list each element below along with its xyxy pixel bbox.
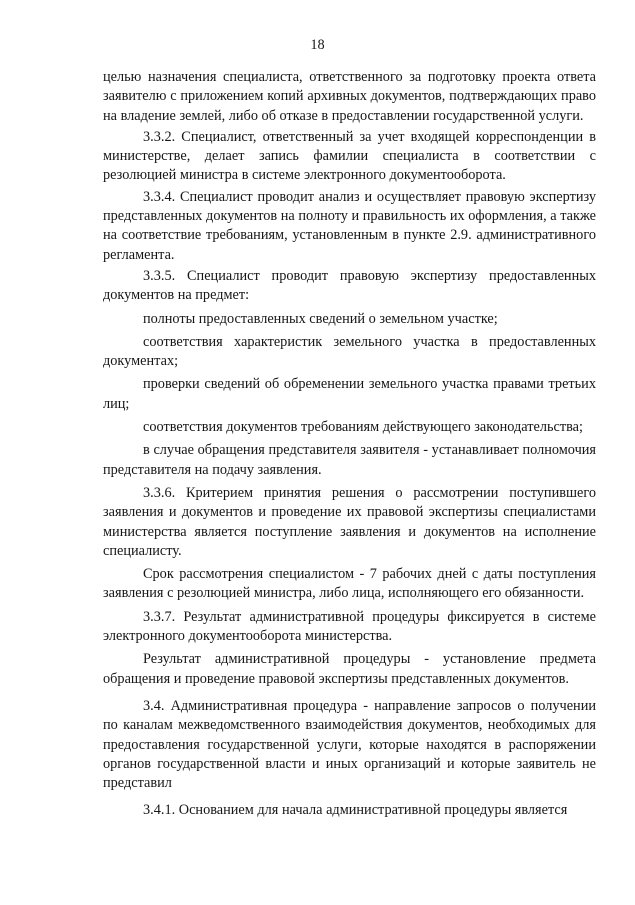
paragraph: 3.3.2. Специалист, ответственный за учет входящей корреспонденции в министерстве, делает запись фамилии специалиста в соответствии с резолюцией министра в системе электронного документооборота. [103, 128, 596, 184]
paragraph: 3.3.7. Результат административной процедуры фиксируется в системе электронного документооборота министерства. [103, 608, 596, 645]
list-item: соответствия характеристик земельного участка в предоставленных документах; [103, 333, 596, 370]
paragraph: целью назначения специалиста, ответственного за подготовку проекта ответа заявителю с приложением копий архивных документов, подтверждающих право на владение землей, либо об отказе в предоставлении государственной услуги. [103, 69, 596, 124]
paragraph: Срок рассмотрения специалистом - 7 рабочих дней с даты поступления заявления с резолюцией министра, либо лица, исполняющего его обязанности. [103, 566, 596, 602]
paragraph: 3.3.5. Специалист проводит правовую экспертизу предоставленных документов на предмет: [103, 267, 596, 304]
list-item: соответствия документов требованиям действующего законодательства; [143, 419, 583, 436]
list-item: полноты предоставленных сведений о земельном участке; [143, 310, 498, 327]
document-body [103, 68, 596, 821]
paragraph: 3.4.1. Основанием для начала административной процедуры является [143, 802, 568, 819]
list-item: проверки сведений об обременении земельного участка правами третьих лиц; [103, 376, 596, 412]
paragraph: Результат административной процедуры - установление предмета обращения и проведение правовой экспертизы представленных документов. [103, 651, 596, 687]
page-number: 18 [310, 37, 325, 53]
paragraph: 3.4. Административная процедура - направление запросов о получении по каналам межведомственного взаимодействия документов, необходимых для предоставления государственной услуги, которые находятся в распоряжении органов государственной власти и иных организаций и которые заявитель не представил [103, 697, 596, 792]
paragraph: 3.3.6. Критерием принятия решения о рассмотрении поступившего заявления и документов и проведение их правовой экспертизы специалистами министерства является поступление заявления и документов на исполнение специалисту. [103, 484, 596, 559]
list-item: в случае обращения представителя заявителя - устанавливает полномочия представителя на подачу заявления. [103, 442, 596, 478]
paragraph: 3.3.4. Специалист проводит анализ и осуществляет правовую экспертизу представленных документов на полноту и правильность их оформления, а также на соответствие требованиям, установленным в пункте 2.9. административного регламента. [103, 188, 596, 263]
